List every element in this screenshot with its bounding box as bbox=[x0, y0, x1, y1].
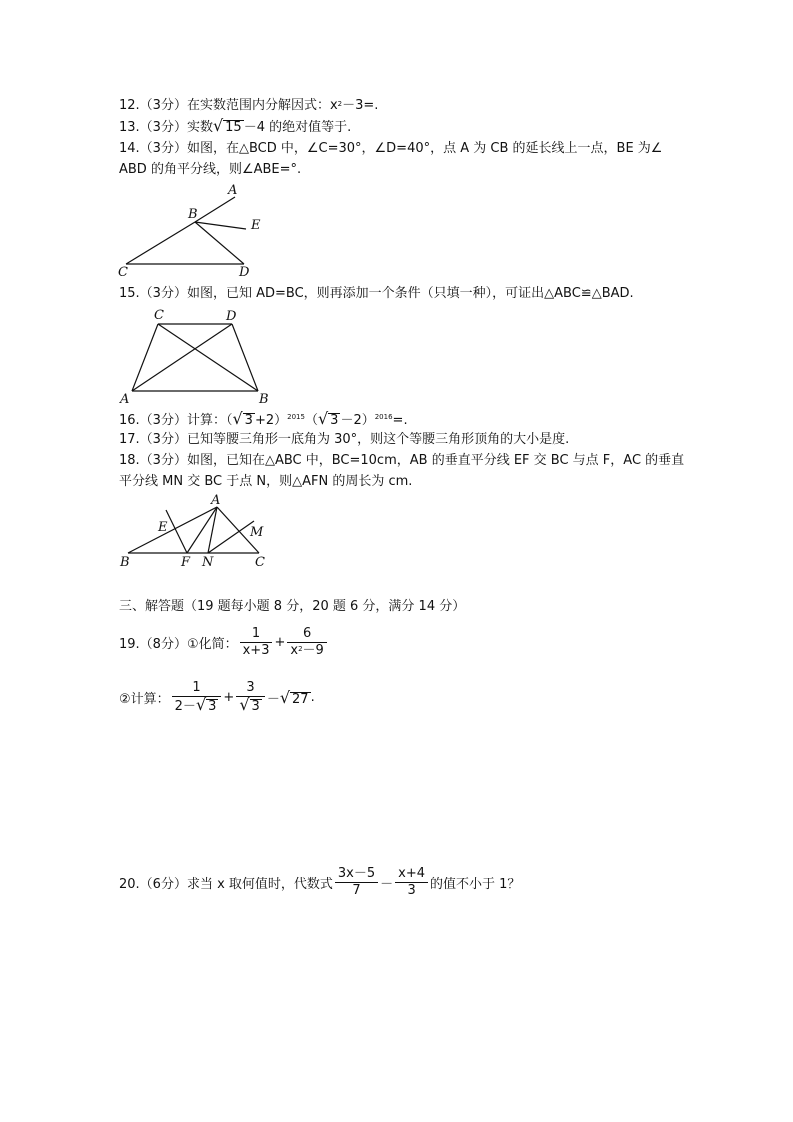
label-A: A bbox=[120, 392, 130, 406]
radical-sign: √ bbox=[317, 409, 329, 428]
question-13: 13.（3分）实数√ 15 －4 的绝对值等于. bbox=[119, 116, 352, 135]
fraction-3-over-root3: $\frac{3}{√ 3}$ bbox=[236, 680, 264, 715]
fraction-x-plus-4-over-3: $\frac{x+4}{3}$ bbox=[395, 866, 428, 899]
figure-18 bbox=[114, 494, 274, 574]
radical-sign: √ bbox=[195, 695, 207, 714]
segment-AD bbox=[132, 324, 232, 391]
question-20: 20.（6分）求当 x 取何值时，代数式 $\frac{3x-5}{7}$ － $\frac{x+4}{3}$ 的值不小于 1？ bbox=[119, 866, 521, 898]
segment-BA bbox=[195, 197, 235, 222]
fraction-6-over-x2-minus-9: $\frac{6}{x^2-9}$ bbox=[287, 626, 326, 659]
figure-14 bbox=[112, 182, 282, 282]
label-D: D bbox=[226, 309, 237, 324]
label-C: C bbox=[154, 308, 164, 323]
segment-BA bbox=[128, 507, 217, 553]
question-18-line1: 18.（3分）如图，已知在△ABC 中，BC=10cm，AB 的垂直平分线 EF 交 BC 与点 F，AC 的垂直 bbox=[119, 453, 685, 468]
segment-DB bbox=[232, 324, 258, 391]
label-C: C bbox=[255, 555, 265, 570]
label-E: E bbox=[251, 218, 261, 233]
label-C: C bbox=[118, 265, 128, 280]
label-B: B bbox=[188, 207, 198, 222]
fraction-1-over-x-plus-3: $\frac{1}{x+3}$ bbox=[240, 626, 273, 659]
label-B: B bbox=[259, 392, 269, 406]
question-18-line2: 平分线 MN 交 BC 于点 N，则△AFN 的周长为 cm. bbox=[119, 474, 413, 489]
radical-sign: √ bbox=[279, 688, 291, 707]
segment-CB bbox=[126, 222, 195, 264]
label-A: A bbox=[211, 494, 221, 508]
radical-sign: √ bbox=[212, 116, 224, 135]
radical-sign: √ bbox=[239, 695, 250, 714]
question-14-line2: ABD 的角平分线，则∠ABE=°. bbox=[119, 162, 302, 177]
segment-AC bbox=[132, 324, 158, 391]
label-A: A bbox=[228, 183, 238, 198]
segment-NM bbox=[208, 521, 254, 553]
question-19-part2: ②计算： $\frac{1}{2-√ 3}$ + $\frac{3}{√ 3}$ －√ 27 . bbox=[119, 680, 315, 714]
label-E: E bbox=[158, 520, 168, 535]
root-27: √ 27 bbox=[279, 688, 309, 707]
question-19-part1: 19.（8分）①化简： $\frac{1}{x+3}$ + $\frac{6}{x^2-9}$ bbox=[119, 626, 329, 659]
question-16: 16.（3分）计算：（√ 3 +2）$^{2015}$（√ 3 －2）$^{2016}$=. bbox=[119, 409, 408, 428]
question-14-line1: 14.（3分）如图，在△BCD 中，∠C=30°，∠D=40°，点 A 为 CB 的延长线上一点，BE 为∠ bbox=[119, 141, 663, 156]
question-15: 15.（3分）如图，已知 AD=BC，则再添加一个条件（只填一种），可证出△ABC≌△BAD. bbox=[119, 286, 634, 301]
segment-CB bbox=[158, 324, 258, 391]
fraction-3x-minus-5-over-7: $\frac{3x-5}{7}$ bbox=[335, 866, 378, 899]
label-F: F bbox=[181, 555, 191, 570]
radical-sign: √ bbox=[232, 409, 243, 428]
label-B: B bbox=[120, 555, 130, 570]
fraction-1-over-2-minus-root3: $\frac{1}{2-√ 3}$ bbox=[172, 680, 222, 715]
question-12: 12.（3分）在实数范围内分解因式：$x^2-3=$. bbox=[119, 98, 379, 113]
label-M: M bbox=[250, 525, 264, 540]
section-3-title: 三、解答题（19 题每小题 8 分，20 题 6 分，满分 14 分） bbox=[119, 599, 466, 614]
question-17: 17.（3分）已知等腰三角形一底角为 30°，则这个等腰三角形顶角的大小是度. bbox=[119, 432, 570, 447]
figure-15 bbox=[114, 306, 279, 406]
label-D: D bbox=[239, 265, 250, 280]
label-N: N bbox=[202, 555, 214, 570]
